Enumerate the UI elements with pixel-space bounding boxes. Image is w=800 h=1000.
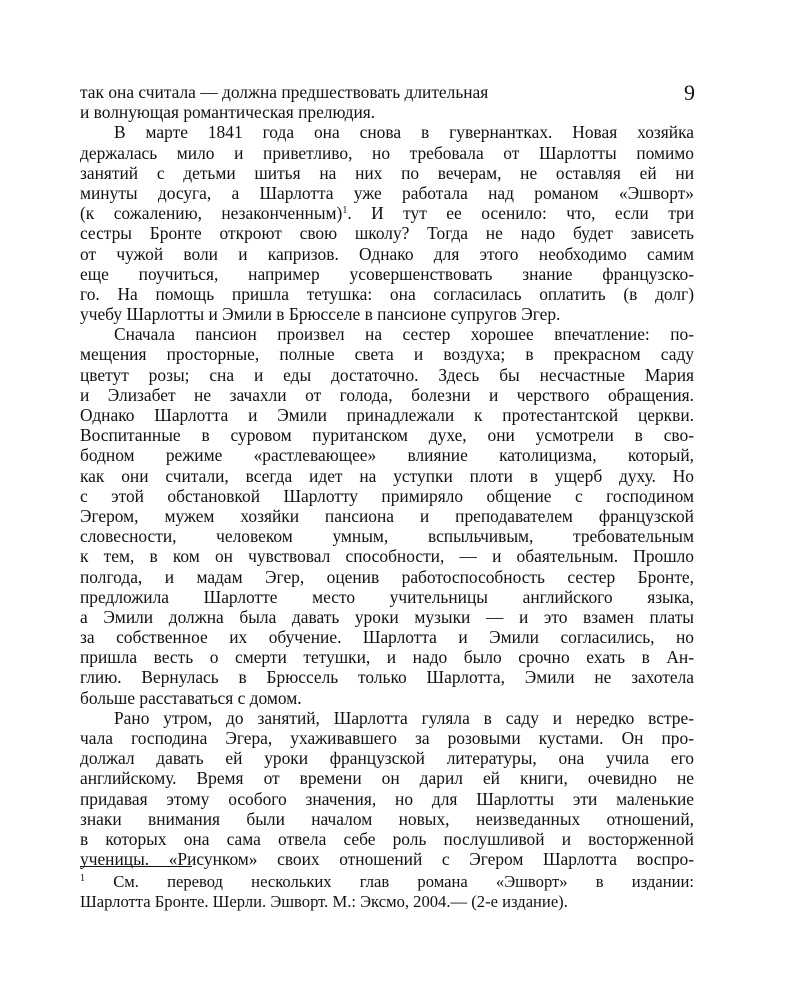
- text-line: бодном режиме «растлевающее» влияние католицизма, который,: [80, 445, 694, 466]
- text-line: и волнующая романтическая прелюдия.: [80, 102, 376, 123]
- text-line: мещения просторные, полные света и воздуха; в прекрасном саду: [80, 344, 694, 365]
- text-line: словесности, человеком умным, вспыльчивым, требовательным: [80, 526, 694, 547]
- text-line: полгода, и мадам Эгер, оценив работоспособность сестер Бронте,: [80, 566, 694, 587]
- text-line: минуты досуга, а Шарлотта уже работала над романом «Эшворт»: [80, 182, 694, 203]
- text-line: с этой обстановкой Шарлотту примиряло общение с господином: [80, 485, 694, 506]
- text-line: глию. Вернулась в Брюссель только Шарлотта, Эмили не захотела: [80, 667, 694, 688]
- text-line: и Элизабет не зачахли от голода, болезни и черствого обращения.: [80, 384, 694, 405]
- text-line: го. На помощь пришла тетушка: она согласилась оплатить (в долг): [80, 283, 694, 304]
- text-line: Рано утром, до занятий, Шарлотта гуляла в саду и нередко встре-: [114, 707, 694, 728]
- text-line: знаки внимания были началом новых, неизведанных отношений,: [80, 808, 694, 829]
- text-line: больше расставаться с домом.: [80, 687, 302, 708]
- text-line: должал давать ей уроки французской литературы, она учила его: [80, 748, 694, 769]
- body-text: [80, 82, 694, 869]
- text-line: В марте 1841 года она снова в гувернантках. Новая хозяйка: [114, 122, 694, 143]
- text-line: Сначала пансион произвел на сестер хорошее впечатление: по-: [114, 324, 694, 345]
- text-line: от чужой воли и капризов. Однако для этого необходимо самим: [80, 243, 694, 264]
- text-line: ученицы. «Рисунком» своих отношений с Эгером Шарлотта воспро-: [80, 849, 694, 870]
- footnote-marker: 1: [80, 873, 85, 884]
- page-number: 9: [684, 80, 695, 105]
- footnote-line-2: Шарлотта Бронте. Шерли. Эшворт. М.: Эксмо, 2004.— (2-е издание).: [80, 892, 568, 911]
- text-line: цветут розы; сна и еды достаточно. Здесь бы несчастные Мария: [80, 364, 694, 385]
- footnote-line-1: $^1$ См. перевод нескольких глав романа «Эшворт» в издании:: [80, 872, 694, 891]
- text-line: английскому. Время от времени он дарил ей книги, очевидно не: [80, 768, 694, 789]
- text-line: а Эмили должна была давать уроки музыки — и это взамен платы: [80, 606, 694, 627]
- text-line: занятий с детьми шитья на них по вечерам, не оставляя ей ни: [80, 162, 694, 183]
- text-line: Эгером, мужем хозяйки пансиона и преподавателем французской: [80, 505, 694, 526]
- text-line: чала господина Эгера, ухаживавшего за розовыми кустами. Он про-: [80, 728, 694, 748]
- text-line: как они считали, всегда идет на уступки плоти в ущерб духу. Но: [80, 465, 694, 486]
- text-line: Однако Шарлотта и Эмили принадлежали к протестантской церкви.: [80, 405, 694, 425]
- text-line: сестры Бронте откроют свою школу? Тогда не надо будет зависеть: [80, 223, 694, 244]
- text-line: за собственное их обучение. Шарлотта и Эмили согласились, но: [80, 627, 694, 648]
- text-line: Воспитанные в суровом пуританском духе, они усмотрели в сво-: [80, 425, 694, 446]
- text-line: пришла весть о смерти тетушки, и надо было срочно ехать в Ан-: [80, 647, 694, 668]
- text-line: в которых она сама отвела себе роль послушливой и восторженной: [80, 828, 694, 849]
- footnote-reference: 1: [342, 205, 348, 217]
- text-line: к тем, в ком он чувствовал способности, — и обаятельным. Прошло: [80, 546, 694, 567]
- text-line: учебу Шарлотты и Эмили в Брюсселе в пансионе супругов Эгер.: [80, 304, 561, 325]
- text-line: так она считала — должна предшествовать длительная: [80, 82, 489, 102]
- footnote-divider: [80, 866, 192, 867]
- text-line: предложила Шарлотте место учительницы английского языка,: [80, 586, 694, 607]
- text-line: еще поучиться, например усовершенствовать знание французско-: [80, 263, 694, 284]
- text-line: (к сожалению, незаконченным)$^1$. И тут ее осенило: что, если три: [80, 203, 695, 224]
- text-line: придавая этому особого значения, но для Шарлотты эти маленькие: [80, 788, 694, 809]
- text-line: держалась мило и приветливо, но требовала от Шарлотты помимо: [80, 142, 694, 163]
- footnote: [80, 872, 694, 912]
